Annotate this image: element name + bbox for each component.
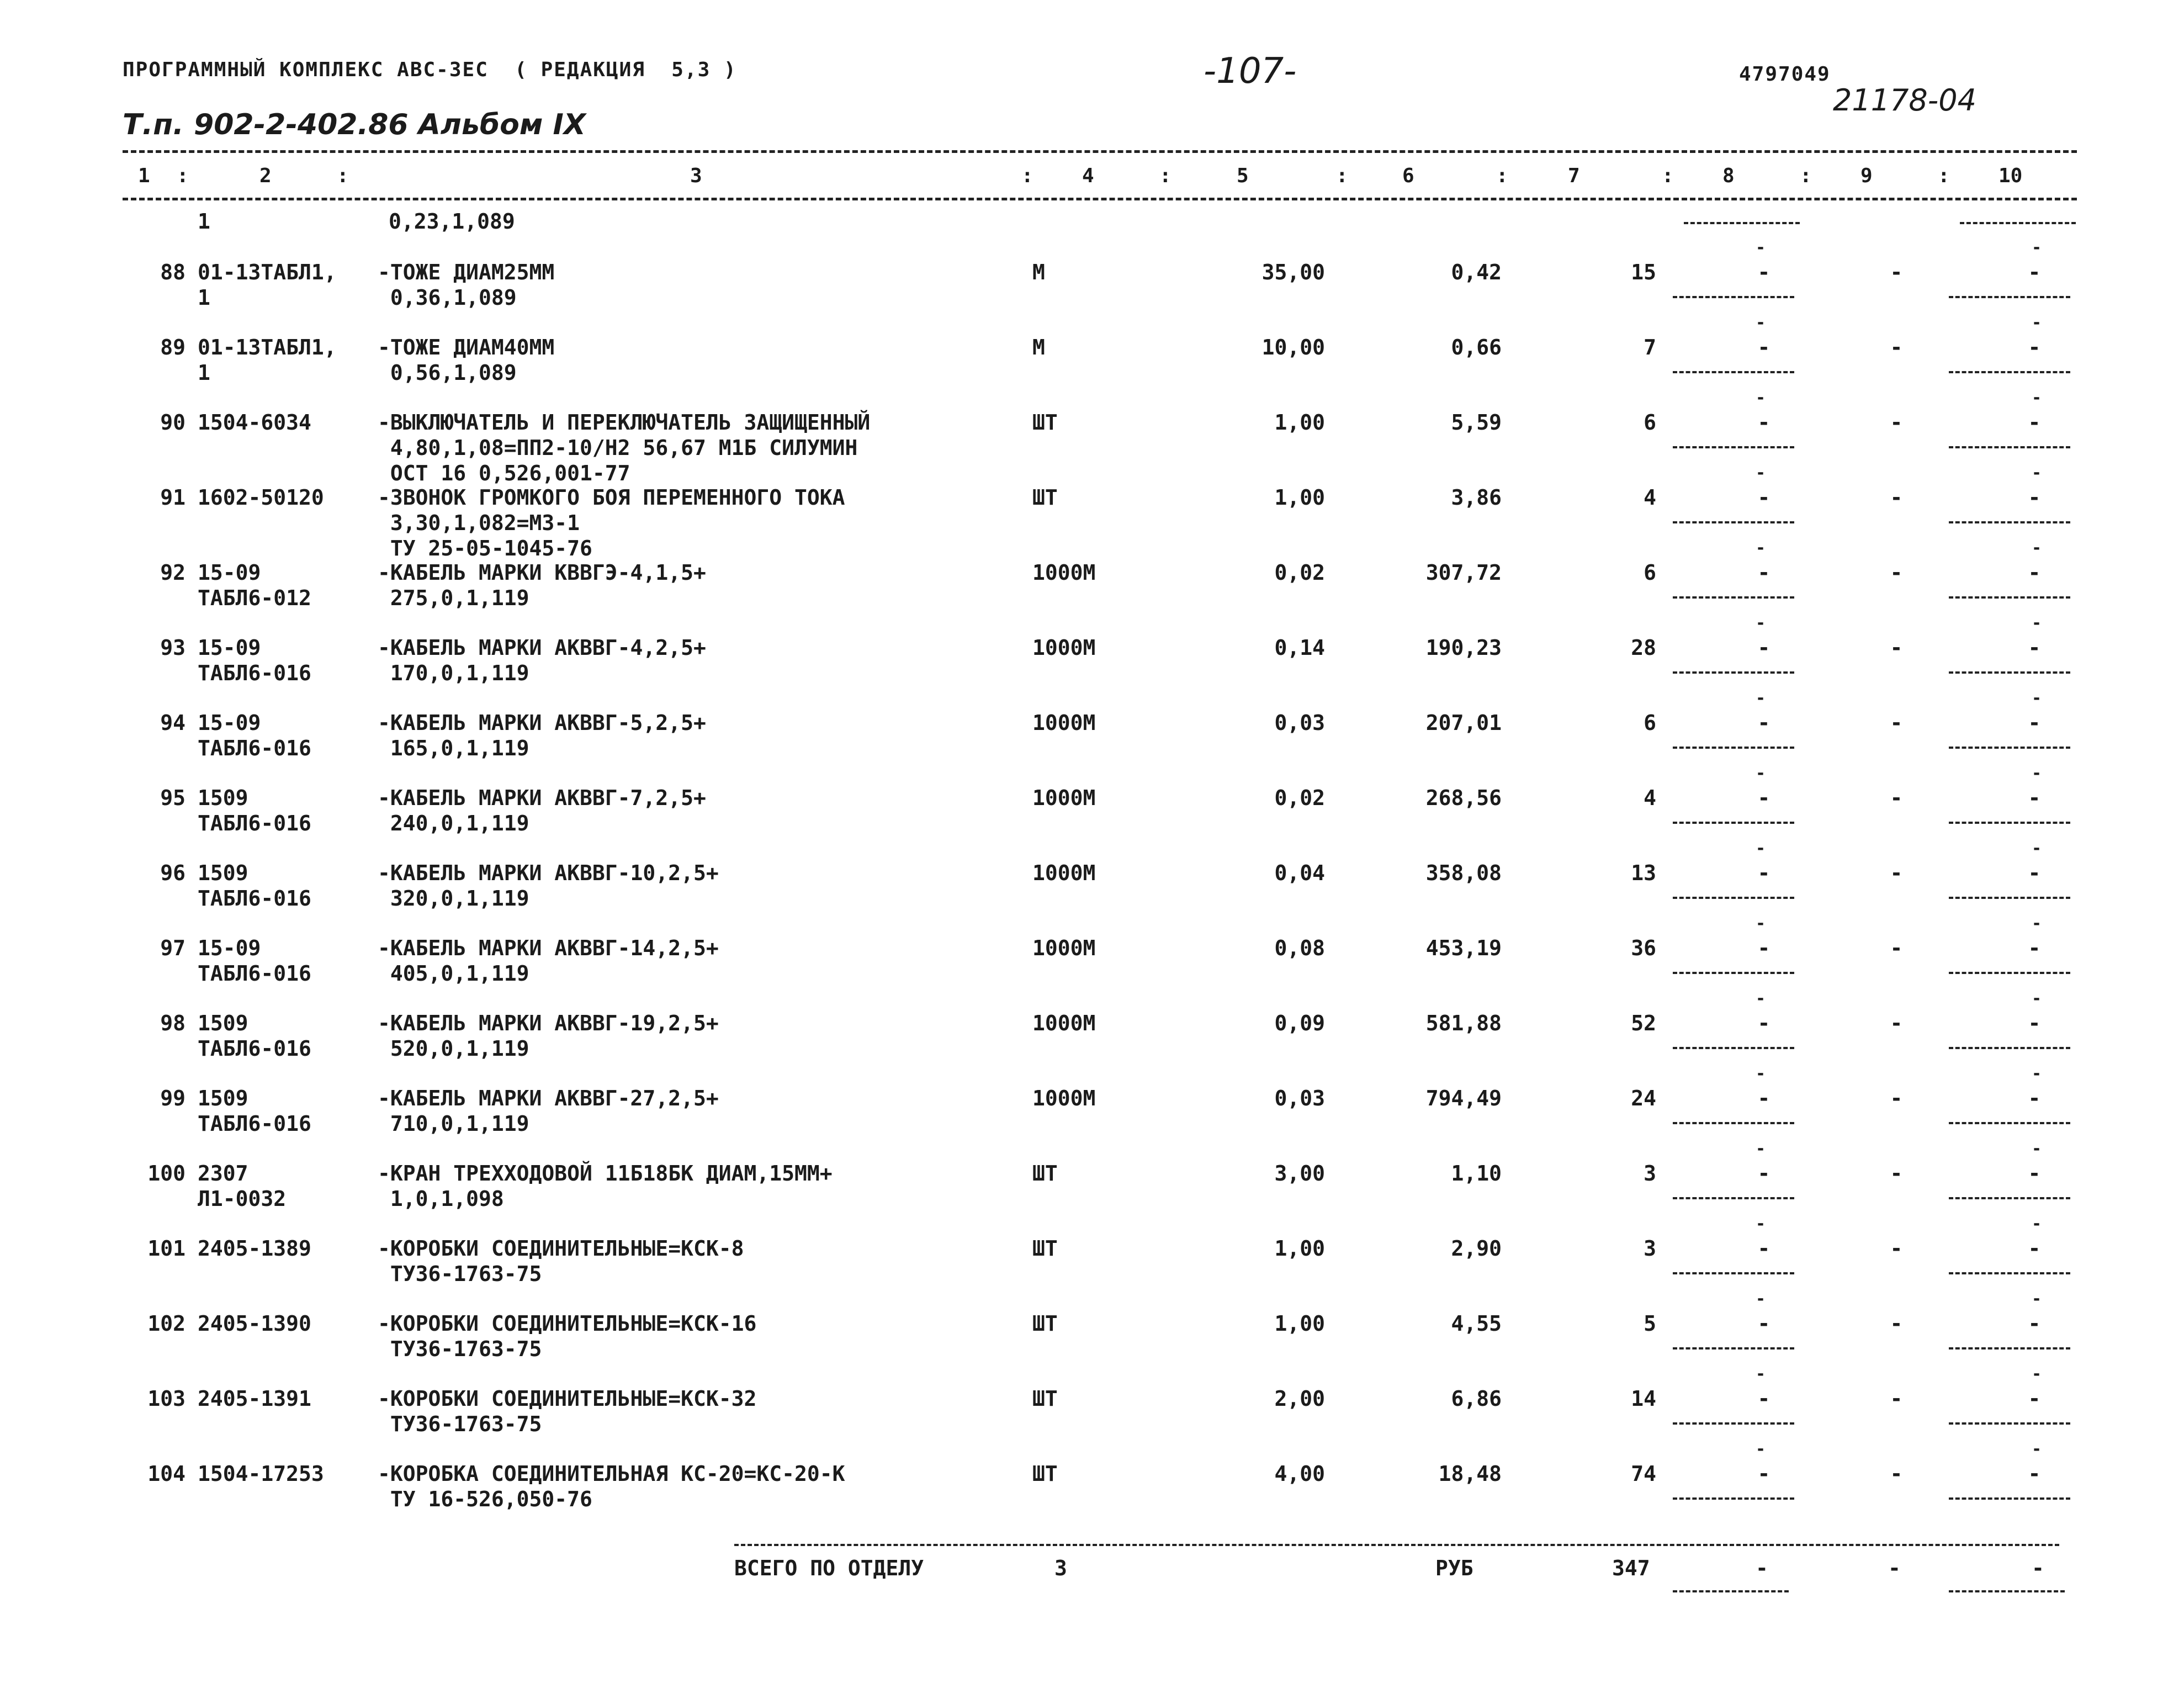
row-name: -КАБЕЛЬ МАРКИ АКВВГ-19,2,5+ 520,0,1,119 (378, 1011, 719, 1061)
handwritten-number: 21178-04 (1833, 83, 1976, 118)
row-sum: 5 (1644, 1311, 1656, 1336)
row-unit: 1000М (1032, 1086, 1096, 1110)
row-col9: - (1890, 485, 1903, 510)
row-unit: 1000М (1032, 786, 1096, 810)
col10-tick: - (2032, 238, 2042, 257)
table-row (0, 689, 2184, 785)
row-unit: ШТ (1032, 485, 1058, 510)
col10-tick: - (2032, 1439, 2042, 1459)
row-sum: 3 (1644, 1236, 1656, 1261)
row-col8: - (1757, 335, 1770, 359)
total-section: 3 (1054, 1556, 1067, 1580)
row-sum: 24 (1631, 1086, 1656, 1110)
row-unit-price: 2,90 (1451, 1236, 1502, 1261)
subtotal-rule (1673, 1272, 1794, 1274)
subtotal-rule (1673, 1197, 1794, 1199)
row-quantity: 2,00 (1274, 1386, 1325, 1411)
row-quantity: 3,00 (1274, 1161, 1325, 1185)
subtotal-rule (1673, 747, 1794, 749)
column-separator: : (1496, 165, 1508, 187)
column-header: 1 (138, 165, 150, 187)
col8-tick: - (1756, 1139, 1766, 1158)
row-col9: - (1890, 1311, 1903, 1336)
row-col10: - (2028, 1086, 2041, 1110)
row-code: 15-09 ТАБЛ6-016 (198, 711, 311, 760)
row-sum: 28 (1631, 636, 1656, 660)
row-col9: - (1890, 1462, 1903, 1486)
row-unit: ШТ (1032, 1386, 1058, 1411)
row-col9: - (1890, 861, 1903, 885)
subtotal-rule (1673, 1047, 1794, 1049)
row-quantity: 1,00 (1274, 485, 1325, 510)
row-unit: 1000М (1032, 1011, 1096, 1035)
table-row (0, 613, 2184, 710)
row-code: 1504-6034 (198, 410, 311, 435)
row-unit-price: 207,01 (1425, 711, 1502, 735)
row-name: -КРАН ТРЕХХОДОВОЙ 11Б18БК ДИАМ,15ММ+ 1,0,1,098 (378, 1161, 833, 1211)
table-row (0, 1139, 2184, 1236)
row-sum: 13 (1631, 861, 1656, 885)
row-col9: - (1890, 1086, 1903, 1110)
row-number: 103 (147, 1386, 185, 1411)
row-number: 104 (147, 1462, 185, 1486)
row-col8: - (1757, 1236, 1770, 1261)
row-code: 1509 ТАБЛ6-016 (198, 1011, 311, 1061)
row-col8: - (1757, 485, 1770, 510)
row-code: 1509 ТАБЛ6-016 (198, 861, 311, 911)
column-header: 6 (1402, 165, 1414, 187)
row-name: -КОРОБКИ СОЕДИНИТЕЛЬНЫЕ=КСК-16 ТУ36-1763-75 (378, 1311, 757, 1361)
row-col8: - (1757, 560, 1770, 585)
column-separator: : (1938, 165, 1950, 187)
col8-tick: - (1756, 613, 1766, 633)
row-number: 101 (147, 1236, 185, 1261)
column-separator: : (177, 165, 189, 187)
col10-tick: - (2032, 388, 2042, 407)
total-col10: - (2032, 1556, 2044, 1580)
col8-tick: - (1756, 463, 1766, 483)
col8-tick: - (1756, 764, 1766, 783)
row-col10: - (2028, 636, 2041, 660)
row-unit-price: 268,56 (1425, 786, 1502, 810)
table-row (0, 764, 2184, 860)
row-number: 98 (160, 1011, 185, 1035)
subtotal-rule (1949, 897, 2070, 899)
row-col9: - (1890, 1161, 1903, 1185)
row-col9: - (1890, 1386, 1903, 1411)
row-quantity: 1,00 (1274, 1311, 1325, 1336)
column-header: 8 (1722, 165, 1735, 187)
row-name: -КОРОБКИ СОЕДИНИТЕЛЬНЫЕ=КСК-8 ТУ36-1763-75 (378, 1236, 744, 1286)
row-number: 93 (160, 636, 185, 660)
total-col8: - (1756, 1556, 1768, 1580)
row-unit-price: 18,48 (1438, 1462, 1502, 1486)
subtotal-rule (1949, 747, 2070, 749)
row-col8: - (1757, 1311, 1770, 1336)
row-code: 1602-50120 (198, 485, 324, 510)
table-row (0, 313, 2184, 410)
row-col10: - (2028, 410, 2041, 435)
subtotal-rule (1949, 446, 2070, 448)
page-number: -107- (1204, 51, 1297, 92)
row-col8: - (1757, 636, 1770, 660)
row-col8: - (1757, 936, 1770, 960)
row-col9: - (1890, 410, 1903, 435)
row-sum: 4 (1644, 485, 1656, 510)
row-quantity: 0,03 (1274, 711, 1325, 735)
row-sum: 4 (1644, 786, 1656, 810)
row-unit: ШТ (1032, 1462, 1058, 1486)
row-col10: - (2028, 1161, 2041, 1185)
row-code: 2307 Л1-0032 (198, 1161, 287, 1211)
row-name: -КОРОБКИ СОЕДИНИТЕЛЬНЫЕ=КСК-32 ТУ36-1763-75 (378, 1386, 757, 1436)
row-name: -КАБЕЛЬ МАРКИ КВВГЭ-4,1,5+ 275,0,1,119 (378, 560, 706, 610)
row-quantity: 0,09 (1274, 1011, 1325, 1035)
col10-tick: - (2032, 1364, 2042, 1384)
row-code: 1509 ТАБЛ6-016 (198, 1086, 311, 1136)
row-unit-price: 190,23 (1425, 636, 1502, 660)
row-name: -КАБЕЛЬ МАРКИ АКВВГ-10,2,5+ 320,0,1,119 (378, 861, 719, 911)
row-name: -КАБЕЛЬ МАРКИ АКВВГ-27,2,5+ 710,0,1,119 (378, 1086, 719, 1136)
row-unit-price: 358,08 (1425, 861, 1502, 885)
col10-tick: - (2032, 1289, 2042, 1309)
row-unit-price: 0,66 (1451, 335, 1502, 359)
subtotal-rule (1949, 1497, 2070, 1500)
column-separator: : (1336, 165, 1348, 187)
row-col8: - (1757, 1011, 1770, 1035)
row-col9: - (1890, 260, 1903, 284)
subtotal-rule (1684, 222, 1800, 224)
row-sum: 3 (1644, 1161, 1656, 1185)
row-unit: ШТ (1032, 1161, 1058, 1185)
col10-tick: - (2032, 463, 2042, 483)
row-unit-price: 3,86 (1451, 485, 1502, 510)
row-code: 2405-1391 (198, 1386, 311, 1411)
table-row (0, 238, 2184, 335)
row-col9: - (1890, 1011, 1903, 1035)
column-header: 4 (1082, 165, 1094, 187)
row-col10: - (2028, 1236, 2041, 1261)
subtotal-rule (1673, 1347, 1794, 1349)
row-unit: М (1032, 335, 1045, 359)
row-code: 15-09 ТАБЛ6-016 (198, 636, 311, 685)
row-quantity: 4,00 (1274, 1462, 1325, 1486)
row-col8: - (1757, 711, 1770, 735)
row-quantity: 10,00 (1261, 335, 1325, 359)
col10-tick: - (2032, 538, 2042, 558)
row-unit: 1000М (1032, 861, 1096, 885)
table-row (0, 989, 2184, 1086)
subtotal-rule (1673, 822, 1794, 824)
row-unit-price: 794,49 (1425, 1086, 1502, 1110)
col8-tick: - (1756, 839, 1766, 858)
row-col10: - (2028, 1311, 2041, 1336)
total-label: ВСЕГО ПО ОТДЕЛУ (734, 1556, 924, 1580)
col8-tick: - (1756, 1214, 1766, 1234)
row-number: 96 (160, 861, 185, 885)
row-col10: - (2028, 711, 2041, 735)
subtotal-rule (1949, 1272, 2070, 1274)
row-sum: 6 (1644, 711, 1656, 735)
column-header: 2 (259, 165, 272, 187)
row-sum: 6 (1644, 560, 1656, 585)
col10-tick: - (2032, 689, 2042, 708)
column-separator: : (1159, 165, 1171, 187)
row-sum: 14 (1631, 1386, 1656, 1411)
table-row (0, 1289, 2184, 1386)
row-col10: - (2028, 1462, 2041, 1486)
row-code: 1504-17253 (198, 1462, 324, 1486)
row-col8: - (1757, 410, 1770, 435)
row-col9: - (1890, 335, 1903, 359)
table-row (0, 538, 2184, 635)
subtotal-rule (1673, 371, 1794, 373)
table-row (0, 463, 2184, 560)
col8-tick: - (1756, 989, 1766, 1008)
col10-tick: - (2032, 1064, 2042, 1083)
row-number: 102 (147, 1311, 185, 1336)
row-col8: - (1757, 786, 1770, 810)
col10-tick: - (2032, 1214, 2042, 1234)
row-col10: - (2028, 485, 2041, 510)
row-number: 90 (160, 410, 185, 435)
subtotal-rule (1673, 1122, 1794, 1124)
row-code: 1509 ТАБЛ6-016 (198, 786, 311, 835)
row-sum: 74 (1631, 1462, 1656, 1486)
row-unit-price: 4,55 (1451, 1311, 1502, 1336)
row-unit-price: 1,10 (1451, 1161, 1502, 1185)
table-row (0, 839, 2184, 935)
col10-tick: - (2032, 914, 2042, 933)
row-unit-price: 5,59 (1451, 410, 1502, 435)
row-unit: 1000М (1032, 636, 1096, 660)
row-unit-price: 581,88 (1425, 1011, 1502, 1035)
column-header: 9 (1860, 165, 1873, 187)
subtotal-rule (1673, 596, 1794, 599)
row-col10: - (2028, 786, 2041, 810)
col8-tick: - (1756, 1364, 1766, 1384)
row-code: 15-09 ТАБЛ6-012 (198, 560, 311, 610)
col8-tick: - (1756, 538, 1766, 558)
col10-tick: - (2032, 613, 2042, 633)
table-row (0, 1064, 2184, 1161)
row-quantity: 0,03 (1274, 1086, 1325, 1110)
col8-tick: - (1756, 689, 1766, 708)
row-col9: - (1890, 786, 1903, 810)
row-name: -КАБЕЛЬ МАРКИ АКВВГ-7,2,5+ 240,0,1,119 (378, 786, 706, 835)
subtotal-rule (1949, 1347, 2070, 1349)
row-col8: - (1757, 861, 1770, 885)
row-name: -КАБЕЛЬ МАРКИ АКВВГ-14,2,5+ 405,0,1,119 (378, 936, 719, 986)
total-currency: РУБ (1435, 1556, 1473, 1580)
row-code: 2405-1389 (198, 1236, 311, 1261)
total-rule-col10 (1949, 1590, 2065, 1592)
row-number: 92 (160, 560, 185, 585)
column-separator: : (1800, 165, 1812, 187)
subtotal-rule (1949, 1422, 2070, 1425)
col8-tick: - (1756, 238, 1766, 257)
subtotal-rule (1949, 596, 2070, 599)
column-separator: : (1662, 165, 1674, 187)
row-number: 89 (160, 335, 185, 359)
row-quantity: 0,14 (1274, 636, 1325, 660)
col10-tick: - (2032, 313, 2042, 332)
row-number: 94 (160, 711, 185, 735)
row-unit: 1000М (1032, 936, 1096, 960)
col8-tick: - (1756, 1064, 1766, 1083)
row-unit-price: 0,42 (1451, 260, 1502, 284)
row-code: 1 (198, 209, 210, 234)
row-unit: 1000М (1032, 711, 1096, 735)
total-top-rule (734, 1544, 2059, 1546)
row-sum: 7 (1644, 335, 1656, 359)
row-unit-price: 6,86 (1451, 1386, 1502, 1411)
row-col9: - (1890, 711, 1903, 735)
row-col10: - (2028, 1011, 2041, 1035)
row-sum: 52 (1631, 1011, 1656, 1035)
subtotal-rule (1949, 296, 2070, 298)
col10-tick: - (2032, 839, 2042, 858)
row-quantity: 35,00 (1261, 260, 1325, 284)
subtotal-rule (1949, 671, 2070, 674)
program-title: ПРОГРАММНЫЙ КОМПЛЕКС АВС-3ЕС ( РЕДАКЦИЯ 5,3 ) (123, 59, 737, 81)
column-header: 5 (1237, 165, 1249, 187)
subtotal-rule (1949, 521, 2070, 523)
subtotal-rule (1673, 1422, 1794, 1425)
row-code: 2405-1390 (198, 1311, 311, 1336)
row-unit: 1000М (1032, 560, 1096, 585)
column-header: 7 (1568, 165, 1580, 187)
row-sum: 6 (1644, 410, 1656, 435)
row-col10: - (2028, 861, 2041, 885)
row-col9: - (1890, 636, 1903, 660)
handwritten-album-note: Т.п. 902-2-402.86 Альбом IX (123, 108, 586, 141)
column-separator: : (1021, 165, 1033, 187)
row-col10: - (2028, 560, 2041, 585)
table-row (0, 1214, 2184, 1311)
col8-tick: - (1756, 1439, 1766, 1459)
row-col8: - (1757, 260, 1770, 284)
column-separator: : (337, 165, 349, 187)
subtotal-rule (1673, 521, 1794, 523)
row-col10: - (2028, 1386, 2041, 1411)
row-col9: - (1890, 560, 1903, 585)
table-row (0, 388, 2184, 485)
subtotal-rule (1949, 1122, 2070, 1124)
col8-tick: - (1756, 388, 1766, 407)
row-col10: - (2028, 335, 2041, 359)
row-name: -КАБЕЛЬ МАРКИ АКВВГ-5,2,5+ 165,0,1,119 (378, 711, 706, 760)
col10-tick: - (2032, 764, 2042, 783)
row-name: -КАБЕЛЬ МАРКИ АКВВГ-4,2,5+ 170,0,1,119 (378, 636, 706, 685)
row-number: 97 (160, 936, 185, 960)
row-unit: ШТ (1032, 1236, 1058, 1261)
row-number: 91 (160, 485, 185, 510)
row-name: 0,23,1,089 (389, 209, 515, 234)
row-quantity: 0,02 (1274, 786, 1325, 810)
row-unit-price: 307,72 (1425, 560, 1502, 585)
total-rule-col8 (1673, 1590, 1789, 1592)
row-col8: - (1757, 1086, 1770, 1110)
subtotal-rule (1673, 897, 1794, 899)
row-sum: 36 (1631, 936, 1656, 960)
table-row (0, 914, 2184, 1010)
subtotal-rule (1949, 371, 2070, 373)
row-col8: - (1757, 1161, 1770, 1185)
row-number: 95 (160, 786, 185, 810)
row-name: -ВЫКЛЮЧАТЕЛЬ И ПЕРЕКЛЮЧАТЕЛЬ ЗАЩИЩЕННЫЙ 4,80,1,08=ПП2-10/Н2 56,67 М1Б СИЛУМИН ОСТ 16 0,526,001-77 (378, 410, 871, 485)
table-row (0, 1364, 2184, 1461)
row-unit-price: 453,19 (1425, 936, 1502, 960)
row-unit: М (1032, 260, 1045, 284)
column-header: 10 (1999, 165, 2023, 187)
row-quantity: 0,04 (1274, 861, 1325, 885)
row-col9: - (1890, 936, 1903, 960)
col8-tick: - (1756, 914, 1766, 933)
total-sum: 347 (1612, 1556, 1650, 1580)
subtotal-rule (1949, 822, 2070, 824)
col10-tick: - (2032, 989, 2042, 1008)
row-col9: - (1890, 1236, 1903, 1261)
table-top-rule (123, 150, 2077, 153)
row-col8: - (1757, 1386, 1770, 1411)
row-col10: - (2028, 260, 2041, 284)
row-name: -КОРОБКА СОЕДИНИТЕЛЬНАЯ КС-20=КС-20-К ТУ 16-526,050-76 (378, 1462, 845, 1511)
row-code: 15-09 ТАБЛ6-016 (198, 936, 311, 986)
row-quantity: 0,08 (1274, 936, 1325, 960)
subtotal-rule (1673, 671, 1794, 674)
subtotal-rule (1960, 222, 2076, 224)
row-quantity: 0,02 (1274, 560, 1325, 585)
subtotal-rule (1673, 296, 1794, 298)
row-sum: 15 (1631, 260, 1656, 284)
subtotal-rule (1673, 972, 1794, 974)
total-col9: - (1888, 1556, 1901, 1580)
row-code: 01-13ТАБЛ1, 1 (198, 335, 337, 385)
row-number: 99 (160, 1086, 185, 1110)
document-code: 4797049 (1739, 63, 1831, 86)
col8-tick: - (1756, 1289, 1766, 1309)
row-col8: - (1757, 1462, 1770, 1486)
subtotal-rule (1673, 1497, 1794, 1500)
header-bottom-rule (123, 198, 2077, 200)
col10-tick: - (2032, 1139, 2042, 1158)
subtotal-rule (1673, 446, 1794, 448)
row-quantity: 1,00 (1274, 1236, 1325, 1261)
row-number: 88 (160, 260, 185, 284)
col8-tick: - (1756, 313, 1766, 332)
subtotal-rule (1949, 972, 2070, 974)
row-name: -ЗВОНОК ГРОМКОГО БОЯ ПЕРЕМЕННОГО ТОКА 3,30,1,082=МЗ-1 ТУ 25-05-1045-76 (378, 485, 845, 560)
subtotal-rule (1949, 1047, 2070, 1049)
row-number: 100 (147, 1161, 185, 1185)
row-name: -ТОЖЕ ДИАМ40ММ 0,56,1,089 (378, 335, 555, 385)
row-quantity: 1,00 (1274, 410, 1325, 435)
row-code: 01-13ТАБЛ1, 1 (198, 260, 337, 310)
subtotal-rule (1949, 1197, 2070, 1199)
table-row (0, 1439, 2184, 1536)
column-header: 3 (690, 165, 702, 187)
row-name: -ТОЖЕ ДИАМ25ММ 0,36,1,089 (378, 260, 555, 310)
row-col10: - (2028, 936, 2041, 960)
row-unit: ШТ (1032, 410, 1058, 435)
row-unit: ШТ (1032, 1311, 1058, 1336)
